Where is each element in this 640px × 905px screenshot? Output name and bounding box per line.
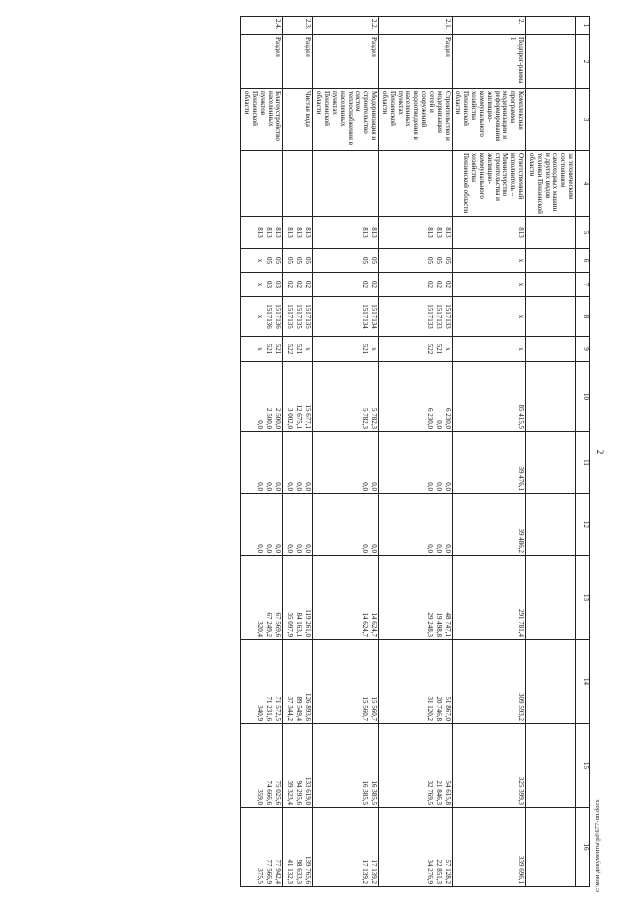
cell-value: 39 323,4 [286, 780, 295, 805]
row-type-cell: Раздел [313, 35, 379, 89]
cell-value: 813 [434, 227, 443, 238]
row-type-cell: Подпрог-рамма 1 [452, 35, 525, 89]
row-type-cell: Раздел [241, 35, 283, 89]
row-name-cell: Комплексная программа модернизации и реформирования жилищно-коммунального хозяйства Пензенской области [452, 89, 525, 151]
cell-value: 0,0 [434, 482, 443, 491]
footer-file-path: c:\мои документы\pd\677-пп.docx [594, 799, 601, 892]
cell-c12 [283, 494, 313, 556]
cell-c13 [452, 556, 525, 640]
budget-table-container [62, 16, 590, 886]
cell-c13 [379, 556, 452, 640]
cell-value: х [256, 314, 265, 319]
cell-c5 [379, 217, 452, 249]
cell-value: 02 [286, 281, 295, 288]
cell-value: х [304, 347, 313, 351]
cell-value: 02 [295, 281, 304, 288]
cell-value: 522 [425, 343, 434, 355]
cell-c8 [379, 297, 452, 337]
cell-c16 [526, 808, 576, 887]
cell-value: 813 [443, 227, 452, 238]
cell-value: 813 [256, 227, 265, 238]
cell-value: 0,0 [443, 544, 452, 553]
cell-value: 75 025,6 [274, 780, 283, 805]
cell-c9 [241, 337, 283, 362]
cell-value: 0,0 [304, 544, 313, 553]
cell-c16 [313, 808, 379, 887]
cell-c15 [452, 724, 525, 808]
cell-value: 17 139,2 [370, 859, 379, 884]
cell-value: 77 566,9 [265, 859, 274, 884]
cell-c14 [379, 640, 452, 724]
cell-value: 0,0 [304, 482, 313, 491]
cell-value: 16 385,5 [361, 780, 370, 805]
cell-value: 0,0 [286, 482, 295, 491]
cell-value: 84 163,1 [295, 612, 304, 637]
row-executor-cell [283, 151, 313, 217]
page-number: 2 [595, 449, 605, 455]
cell-c12 [241, 494, 283, 556]
cell-value: 22 851,3 [434, 859, 443, 884]
cell-value: 521 [434, 343, 443, 355]
column-number: 9 [576, 337, 590, 362]
cell-value: х [256, 258, 265, 263]
cell-value: 15 560,7 [370, 696, 379, 721]
cell-value: 05 [265, 257, 274, 264]
cell-value: 0,0 [286, 544, 295, 553]
cell-c16 [379, 808, 452, 887]
cell-value: 14 624,7 [370, 612, 379, 637]
cell-c14 [526, 640, 576, 724]
cell-value: 67 569,6 [274, 612, 283, 637]
cell-c6 [379, 249, 452, 273]
cell-c6 [313, 249, 379, 273]
cell-value: 05 [443, 257, 452, 264]
cell-c8 [452, 297, 525, 337]
cell-value: 71 572,5 [274, 696, 283, 721]
cell-value: 2 500,0 [265, 408, 274, 429]
cell-value: х [256, 347, 265, 351]
cell-value: 0,0 [370, 482, 379, 491]
cell-value: 1517136 [274, 304, 283, 329]
cell-value: 03 [274, 281, 283, 288]
cell-value: 34 276,9 [425, 859, 434, 884]
row-executor-cell: за техническим состоянием самоходных машин и других видов техники Пензенской области [526, 151, 576, 217]
cell-c15 [313, 724, 379, 808]
cell-c5 [313, 217, 379, 249]
column-number: 14 [576, 640, 590, 724]
cell-value: 05 [295, 257, 304, 264]
cell-value: 0,0 [295, 544, 304, 553]
row-number-cell: 2. [452, 17, 525, 35]
cell-value: 94 295,6 [295, 780, 304, 805]
column-number: 6 [576, 249, 590, 273]
table-row [313, 17, 379, 887]
cell-c12 [379, 494, 452, 556]
cell-value: 0,0 [361, 482, 370, 491]
cell-value: 57 128,2 [443, 859, 452, 884]
cell-value: х [443, 347, 452, 351]
cell-value: 1517135 [295, 304, 304, 329]
cell-value: 05 [361, 257, 370, 264]
row-type-cell: Раздел [379, 35, 452, 89]
cell-c10 [241, 362, 283, 432]
cell-value: 339 696,1 [517, 856, 526, 884]
cell-value: 51 867,0 [443, 696, 452, 721]
cell-value: х [370, 347, 379, 351]
cell-value: 813 [425, 227, 434, 238]
cell-value: х [517, 314, 526, 319]
cell-value: 29 248,3 [425, 612, 434, 637]
cell-c8 [526, 297, 576, 337]
row-executor-cell [313, 151, 379, 217]
cell-c7 [379, 273, 452, 297]
cell-value: 813 [517, 227, 526, 238]
row-name-cell: Строительство и модернизация сетей и сооружений водоотведения в населенных пунктах Пензенской области [379, 89, 452, 151]
column-number-row [576, 17, 590, 887]
cell-c13 [241, 556, 283, 640]
cell-value: 02 [361, 281, 370, 288]
cell-value: 05 [434, 257, 443, 264]
cell-value: 15 677,1 [304, 404, 313, 429]
cell-value: 1517134 [370, 304, 379, 329]
cell-c11 [452, 432, 525, 494]
cell-value: 05 [370, 257, 379, 264]
row-number-cell: 2.2. [313, 17, 379, 35]
cell-c6 [452, 249, 525, 273]
cell-value: 0,0 [434, 420, 443, 429]
cell-value: 521 [361, 343, 370, 355]
column-number: 10 [576, 362, 590, 432]
table-row [379, 17, 452, 887]
cell-value: 1517133 [425, 304, 434, 329]
row-number-cell: 2.3. [283, 17, 313, 35]
cell-value: 0,0 [425, 544, 434, 553]
row-type-cell [526, 35, 576, 89]
cell-value: 31 120,2 [425, 696, 434, 721]
cell-value: 6 230,0 [425, 408, 434, 429]
cell-value: 813 [286, 227, 295, 238]
cell-c5 [283, 217, 313, 249]
cell-value: 1517133 [434, 304, 443, 329]
cell-value: 05 [286, 257, 295, 264]
cell-value: 0,0 [265, 544, 274, 553]
cell-value: 02 [434, 281, 443, 288]
column-number: 11 [576, 432, 590, 494]
cell-value: 54 615,8 [443, 780, 452, 805]
cell-c11 [526, 432, 576, 494]
cell-value: 05 [274, 257, 283, 264]
cell-c10 [526, 362, 576, 432]
cell-c12 [313, 494, 379, 556]
cell-value: 126 893,6 [304, 693, 313, 721]
cell-value: 0,0 [443, 482, 452, 491]
cell-c15 [283, 724, 313, 808]
cell-c12 [452, 494, 525, 556]
row-number-cell [526, 17, 576, 35]
cell-value: 37 344,2 [286, 696, 295, 721]
cell-c5 [241, 217, 283, 249]
cell-value: 1517133 [443, 304, 452, 329]
cell-value: 1517135 [304, 304, 313, 329]
cell-value: 0,0 [295, 482, 304, 491]
cell-c14 [241, 640, 283, 724]
cell-c9 [379, 337, 452, 362]
cell-value: 32 769,5 [425, 780, 434, 805]
cell-c16 [241, 808, 283, 887]
cell-value: 0,0 [256, 482, 265, 491]
cell-c16 [283, 808, 313, 887]
cell-value: 02 [425, 281, 434, 288]
cell-c11 [283, 432, 313, 494]
cell-value: 320,4 [256, 621, 265, 637]
column-number: 16 [576, 808, 590, 887]
cell-value: 2 500,0 [274, 408, 283, 429]
cell-c9 [283, 337, 313, 362]
cell-c10 [313, 362, 379, 432]
cell-c8 [313, 297, 379, 337]
cell-value: 133 619,0 [304, 777, 313, 805]
cell-value: 02 [370, 281, 379, 288]
cell-value: 522 [286, 343, 295, 355]
cell-value: 5 782,3 [361, 408, 370, 429]
cell-value: х [517, 258, 526, 263]
cell-value: 67 249,2 [265, 612, 274, 637]
cell-value: 0,0 [361, 544, 370, 553]
cell-value: 813 [274, 227, 283, 238]
column-number: 7 [576, 273, 590, 297]
row-name-cell [526, 89, 576, 151]
cell-value: 71 231,6 [265, 696, 274, 721]
cell-c7 [526, 273, 576, 297]
cell-value: 291 781,4 [517, 609, 526, 637]
table-body [241, 17, 576, 887]
row-name-cell: Модернизация и строительство систем теплоснабжения в населенных пунктах Пензенской области [313, 89, 379, 151]
cell-value: 89 549,4 [295, 696, 304, 721]
cell-value: 0,0 [370, 544, 379, 553]
column-number: 3 [576, 89, 590, 151]
column-number: 2 [576, 35, 590, 89]
cell-value: х [517, 347, 526, 351]
row-name-cell: Чистая вода [283, 89, 313, 151]
cell-value: 39 476,1 [517, 466, 526, 491]
cell-value: 119 261,0 [304, 609, 313, 637]
column-number: 4 [576, 151, 590, 217]
cell-c16 [452, 808, 525, 887]
cell-value: 813 [265, 227, 274, 238]
cell-value: 6 230,0 [443, 408, 452, 429]
cell-value: 02 [443, 281, 452, 288]
cell-c15 [241, 724, 283, 808]
cell-value: 98 633,3 [295, 859, 304, 884]
cell-c11 [379, 432, 452, 494]
cell-value: 41 132,3 [286, 859, 295, 884]
column-number: 15 [576, 724, 590, 808]
cell-c7 [241, 273, 283, 297]
cell-value: 521 [274, 343, 283, 355]
cell-value: 813 [361, 227, 370, 238]
cell-c15 [379, 724, 452, 808]
cell-value: 39 486,2 [517, 528, 526, 553]
cell-c10 [379, 362, 452, 432]
cell-c9 [526, 337, 576, 362]
cell-value: 19 498,8 [434, 612, 443, 637]
cell-value: 77 942,4 [274, 859, 283, 884]
cell-value: х [517, 282, 526, 287]
cell-value: 20 746,8 [434, 696, 443, 721]
cell-value: 309 593,2 [517, 693, 526, 721]
row-executor-cell [379, 151, 452, 217]
row-executor-cell [241, 151, 283, 217]
cell-value: 0,0 [434, 544, 443, 553]
cell-value: 03 [265, 281, 274, 288]
column-number: 13 [576, 556, 590, 640]
row-name-cell: Благоустройство населенных пунктов Пензенской области [241, 89, 283, 151]
cell-value: 0,0 [425, 482, 434, 491]
row-number-cell: 2.1. [379, 17, 452, 35]
cell-c11 [313, 432, 379, 494]
cell-c14 [452, 640, 525, 724]
cell-value: 15 560,7 [361, 696, 370, 721]
table-row [241, 17, 283, 887]
row-type-cell: Раздел [283, 35, 313, 89]
column-number: 1 [576, 17, 590, 35]
cell-value: 0,0 [256, 544, 265, 553]
cell-c12 [526, 494, 576, 556]
cell-value: 1517136 [265, 304, 274, 329]
cell-c9 [313, 337, 379, 362]
cell-c14 [313, 640, 379, 724]
cell-c5 [452, 217, 525, 249]
cell-value: 0,0 [274, 544, 283, 553]
cell-value: 813 [370, 227, 379, 238]
cell-value: 521 [265, 343, 274, 355]
cell-c10 [452, 362, 525, 432]
cell-c15 [526, 724, 576, 808]
cell-value: 813 [304, 227, 313, 238]
cell-c13 [283, 556, 313, 640]
cell-value: 325 399,3 [517, 777, 526, 805]
cell-c7 [452, 273, 525, 297]
cell-value: 02 [304, 281, 313, 288]
table-row [283, 17, 313, 887]
cell-value: 340,9 [256, 705, 265, 721]
cell-value: 85 415,5 [517, 404, 526, 429]
cell-c13 [526, 556, 576, 640]
cell-value: 05 [425, 257, 434, 264]
table-row [526, 17, 576, 887]
cell-value: 12 675,1 [295, 404, 304, 429]
cell-c11 [241, 432, 283, 494]
cell-value: 1517135 [286, 304, 295, 329]
column-number: 12 [576, 494, 590, 556]
budget-table [240, 16, 590, 887]
cell-c6 [526, 249, 576, 273]
cell-value: 17 139,2 [361, 859, 370, 884]
cell-value: 521 [295, 343, 304, 355]
cell-c7 [313, 273, 379, 297]
cell-c6 [283, 249, 313, 273]
cell-value: 16 385,5 [370, 780, 379, 805]
cell-value: 5 782,3 [370, 408, 379, 429]
cell-value: 0,0 [274, 482, 283, 491]
cell-value: 139 765,6 [304, 856, 313, 884]
cell-value: 35 097,9 [286, 612, 295, 637]
cell-value: 48 747,1 [443, 612, 452, 637]
cell-c10 [283, 362, 313, 432]
cell-value: 0,0 [256, 420, 265, 429]
cell-value: 0,0 [265, 482, 274, 491]
cell-c14 [283, 640, 313, 724]
cell-c6 [241, 249, 283, 273]
cell-c8 [241, 297, 283, 337]
cell-value: 359,0 [256, 789, 265, 805]
cell-c8 [283, 297, 313, 337]
table-row [452, 17, 525, 887]
cell-value: 74 666,6 [265, 780, 274, 805]
cell-c5 [526, 217, 576, 249]
row-number-cell: 2.4. [241, 17, 283, 35]
column-number: 5 [576, 217, 590, 249]
cell-value: 21 846,3 [434, 780, 443, 805]
cell-value: 14 624,7 [361, 612, 370, 637]
cell-c7 [283, 273, 313, 297]
cell-c9 [452, 337, 525, 362]
column-number: 8 [576, 297, 590, 337]
cell-value: 375,5 [256, 868, 265, 884]
cell-value: 3 002,0 [286, 408, 295, 429]
cell-value: х [256, 282, 265, 287]
cell-value: 1517134 [361, 304, 370, 329]
cell-value: 05 [304, 257, 313, 264]
row-executor-cell: Ответственный исполнитель – Министерство строительства и жилищно-коммунального хозяйства Пензенской области [452, 151, 525, 217]
cell-c13 [313, 556, 379, 640]
cell-value: 813 [295, 227, 304, 238]
